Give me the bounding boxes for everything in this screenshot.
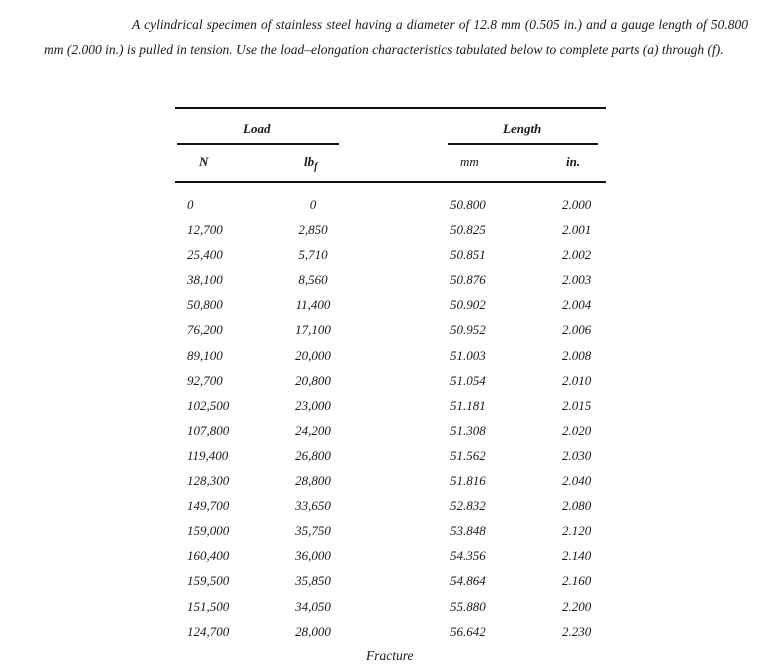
mm-cell: 54.356 bbox=[450, 548, 486, 564]
lbf-cell: 2,850 bbox=[298, 222, 328, 238]
mm-cell: 51.003 bbox=[450, 347, 486, 363]
lbf-base-label: lb bbox=[304, 154, 315, 169]
newtons-cell: 159,500 bbox=[187, 573, 230, 589]
problem-statement: A cylindrical specimen of stainless steel having a diameter of 12.8 mm (0.505 in.) and a gauge length of 50.800 mm (2.000 in.) is pulled in tension. Use the load–elongation characteristics tabulated below to complete parts (a) through (f). bbox=[44, 17, 748, 57]
table-row bbox=[175, 217, 607, 242]
table-row bbox=[175, 267, 607, 292]
table-row bbox=[175, 393, 607, 418]
newtons-cell: 0 bbox=[187, 197, 194, 212]
table-row bbox=[175, 594, 607, 619]
mm-cell: 54.864 bbox=[450, 573, 486, 589]
newtons-cell: 38,100 bbox=[187, 272, 223, 288]
inches-cell: 2.030 bbox=[562, 447, 592, 463]
mm-cell: 55.880 bbox=[450, 598, 486, 614]
load-group-header: Load bbox=[243, 121, 271, 136]
lbf-cell: 35,850 bbox=[295, 573, 331, 589]
lbf-cell: 5,710 bbox=[298, 247, 328, 263]
newtons-cell: 12,700 bbox=[187, 222, 223, 238]
mm-cell: 53.848 bbox=[450, 523, 486, 539]
lbf-cell: 20,800 bbox=[295, 372, 331, 388]
table-row bbox=[175, 292, 607, 317]
load-group-rule bbox=[177, 143, 339, 145]
inches-cell: 2.120 bbox=[562, 523, 592, 539]
column-header-newtons: N bbox=[199, 154, 209, 169]
table-row bbox=[175, 493, 607, 518]
newtons-cell: 128,300 bbox=[187, 473, 230, 489]
table-row bbox=[175, 619, 607, 644]
newtons-cell: 92,700 bbox=[187, 372, 223, 388]
newtons-cell: 76,200 bbox=[187, 322, 223, 338]
newtons-cell: 25,400 bbox=[187, 247, 223, 263]
lbf-cell: 35,750 bbox=[295, 523, 331, 539]
data-table-body bbox=[175, 192, 607, 644]
table-row bbox=[175, 568, 607, 593]
newtons-cell: 159,000 bbox=[187, 523, 230, 539]
column-header-mm: mm bbox=[460, 154, 479, 169]
table-row bbox=[175, 443, 607, 468]
lbf-cell: 0 bbox=[309, 197, 317, 212]
inches-cell: 2.010 bbox=[562, 372, 592, 388]
inches-cell: 2.002 bbox=[562, 247, 592, 263]
newtons-cell: 89,100 bbox=[187, 347, 223, 363]
inches-cell: 2.040 bbox=[562, 473, 592, 489]
table-row bbox=[175, 317, 607, 342]
lbf-cell: 28,000 bbox=[295, 623, 331, 639]
newtons-cell: 107,800 bbox=[187, 422, 230, 438]
mm-cell: 51.308 bbox=[450, 422, 486, 438]
mm-cell: 50.902 bbox=[450, 297, 486, 313]
inches-cell: 2.080 bbox=[562, 498, 592, 514]
newtons-cell: 160,400 bbox=[187, 548, 230, 564]
inches-cell: 2.015 bbox=[562, 397, 592, 413]
inches-cell: 2.000 bbox=[562, 197, 592, 212]
lbf-cell: 36,000 bbox=[295, 548, 331, 564]
table-row bbox=[175, 418, 607, 443]
length-group-header: Length bbox=[503, 121, 542, 136]
mm-cell: 56.642 bbox=[450, 623, 486, 639]
column-header-lbf bbox=[304, 154, 317, 173]
header-bottom-rule bbox=[175, 181, 606, 183]
mm-cell: 50.800 bbox=[450, 197, 486, 212]
lbf-subscript: f bbox=[314, 161, 318, 173]
inches-cell: 2.160 bbox=[562, 573, 592, 589]
newtons-cell: 50,800 bbox=[187, 297, 223, 313]
newtons-cell: 119,400 bbox=[187, 447, 229, 463]
mm-cell: 52.832 bbox=[450, 498, 486, 514]
length-group-rule bbox=[448, 143, 598, 145]
mm-cell: 50.952 bbox=[450, 322, 486, 338]
mm-cell: 50.825 bbox=[450, 222, 486, 238]
mm-cell: 50.851 bbox=[450, 247, 486, 263]
table-row bbox=[175, 518, 607, 543]
mm-cell: 51.562 bbox=[450, 447, 486, 463]
lbf-cell: 20,000 bbox=[295, 347, 331, 363]
mm-cell: 51.181 bbox=[450, 397, 486, 413]
table-row bbox=[175, 543, 607, 568]
inches-cell: 2.200 bbox=[562, 598, 592, 614]
newtons-cell: 124,700 bbox=[187, 623, 230, 639]
inches-cell: 2.140 bbox=[562, 548, 592, 564]
inches-cell: 2.004 bbox=[562, 297, 592, 313]
inches-cell: 2.020 bbox=[562, 422, 592, 438]
inches-cell: 2.008 bbox=[562, 347, 592, 363]
newtons-cell: 149,700 bbox=[187, 498, 230, 514]
table-top-rule bbox=[175, 107, 606, 109]
lbf-cell: 8,560 bbox=[298, 272, 328, 288]
lbf-cell: 11,400 bbox=[295, 297, 331, 313]
newtons-cell: 102,500 bbox=[187, 397, 230, 413]
mm-cell: 51.054 bbox=[450, 372, 486, 388]
column-header-inches: in. bbox=[566, 154, 581, 169]
lbf-cell: 34,050 bbox=[295, 598, 331, 614]
inches-cell: 2.230 bbox=[562, 623, 592, 639]
inches-cell: 2.006 bbox=[562, 322, 592, 338]
lbf-cell: 28,800 bbox=[295, 473, 331, 489]
mm-cell: 50.876 bbox=[450, 272, 486, 288]
table-row bbox=[175, 368, 607, 393]
inches-cell: 2.003 bbox=[562, 272, 592, 288]
lbf-cell: 26,800 bbox=[295, 447, 331, 463]
table-row bbox=[175, 242, 607, 267]
table-row bbox=[175, 468, 607, 493]
newtons-cell: 151,500 bbox=[187, 598, 230, 614]
lbf-cell: 33,650 bbox=[295, 498, 331, 514]
lbf-cell: 24,200 bbox=[295, 422, 331, 438]
table-row bbox=[175, 343, 607, 368]
table-row bbox=[175, 192, 607, 217]
mm-cell: 51.816 bbox=[450, 473, 486, 489]
lbf-cell: 23,000 bbox=[295, 397, 331, 413]
fracture-label: Fracture bbox=[366, 648, 414, 663]
inches-cell: 2.001 bbox=[562, 222, 592, 238]
lbf-cell: 17,100 bbox=[295, 322, 331, 338]
